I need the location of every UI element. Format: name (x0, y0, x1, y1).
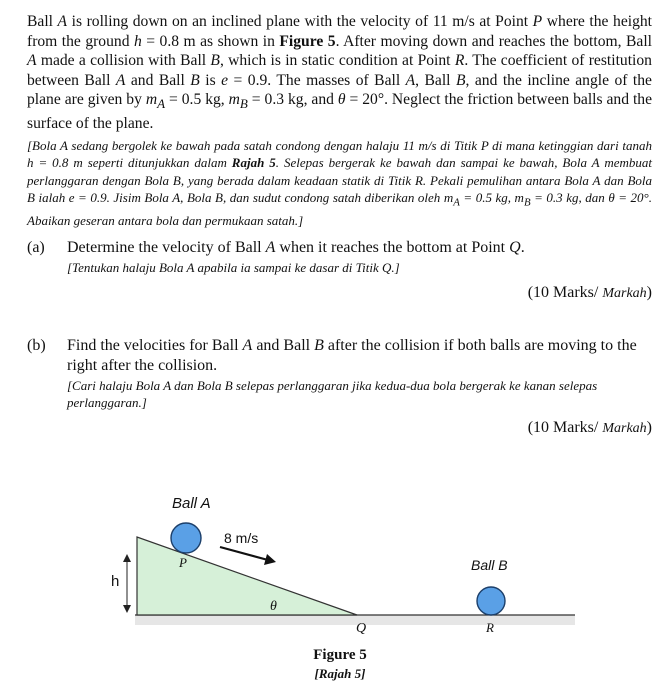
text: , and the incline angle of the plane are given by (27, 71, 652, 109)
text: and Ball (252, 337, 315, 354)
var: B (190, 71, 200, 89)
var: R (454, 52, 465, 70)
question-text (67, 336, 652, 376)
text: . (520, 239, 525, 256)
var: A (242, 337, 253, 354)
question-label: (b) (27, 337, 46, 354)
point-p-label: P (179, 555, 187, 570)
figure-ref: Figure 5 (279, 32, 336, 50)
figure-caption: Figure 5 (313, 647, 367, 663)
ball-b (477, 587, 505, 615)
question-translation: [Cari halaju Bola A dan Bola B selepas perlanggaran jika kedua-dua bola bergerak ke kanan selepas perlanggaran.] (67, 378, 598, 410)
angle-label: θ (270, 599, 277, 614)
text: and Ball (125, 71, 191, 89)
figure-5 (0, 470, 670, 700)
var: B (314, 337, 324, 354)
figure-ref: Rajah 5 (231, 155, 276, 171)
text: Find the velocities for Ball (67, 337, 243, 354)
velocity-label: 8 m/s (224, 530, 259, 546)
var-sub: B (239, 96, 248, 112)
ground (135, 615, 575, 625)
var: A (265, 239, 276, 256)
point-r-label: R (486, 620, 494, 635)
text: is (199, 71, 222, 89)
marks (27, 283, 652, 304)
text: , which is in static condition at Point (219, 52, 455, 70)
ball-a-label: Ball A (172, 495, 211, 512)
var-sub: A (453, 196, 460, 209)
var: A (27, 52, 37, 70)
text: = 20°. Neglect the friction between balls and the surface of the plane. (27, 91, 653, 133)
text: (10 Marks/ (527, 419, 603, 436)
text: . After moving down and reaches the bottom, Ball (335, 32, 653, 50)
inclined-plane (137, 537, 357, 615)
text: = 0.5 kg, m (459, 189, 524, 205)
question-a (27, 238, 652, 304)
figure-caption-malay: [Rajah 5] (314, 666, 366, 681)
text: Markah (602, 421, 647, 436)
var: A (405, 71, 416, 89)
var: m (228, 91, 240, 109)
text: = 0.3 kg, dan θ = 20°. Abaikan geseran antara bola dan permukaan satah.] (27, 189, 652, 228)
text: ) (646, 284, 652, 301)
var: Q (509, 239, 521, 256)
malay-translation (27, 137, 652, 229)
velocity-arrow-head (264, 554, 276, 565)
text: when it reaches the bottom at Point (275, 239, 510, 256)
question-translation: [Tentukan halaju Bola A apabila ia sampai ke dasar di Titik Q.] (67, 260, 400, 275)
text: where the height from the ground (27, 13, 652, 50)
var: θ (337, 91, 346, 109)
var-sub: A (157, 96, 166, 112)
velocity-arrow (220, 547, 268, 560)
text: ) (646, 419, 652, 436)
height-arrow-head-top (123, 554, 131, 562)
text: . Selepas bergerak ke bawah dan sampai ke bawah, Bola A membuat perlanggaran dengan Bola B, yang berada dalam keadaan statik di Titik R. Pekali pemulihan antara Bola A dan Bola B ialah e = 0.9. Jisim Bola A, Bola B, dan sudut condong satah diberikan oleh m (27, 155, 652, 205)
question-label: (a) (27, 239, 45, 256)
var: A (115, 71, 126, 89)
text: = 0.9. The masses of Ball (228, 71, 406, 89)
var: h (133, 32, 142, 50)
var: e (221, 71, 229, 89)
text: after the collision if both balls are moving to the right after the collision. (67, 337, 637, 374)
text: . The coefficient of restitution between Ball (27, 52, 652, 89)
text: = 0.5 kg, (165, 91, 229, 109)
text: [Bola A sedang bergolek ke bawah pada satah condong dengan halaju 11 m/s di Titik P di mana ketinggian dari tanah h = 0.8 m seperti ditunjukkan dalam (27, 138, 652, 171)
var: A (57, 13, 68, 30)
height-label: h (111, 573, 120, 590)
question-text (67, 238, 652, 258)
point-q-label: Q (356, 621, 367, 636)
marks (27, 418, 652, 439)
text: Markah (602, 286, 647, 301)
ball-b-label: Ball B (471, 557, 508, 573)
text: (10 Marks/ (527, 284, 603, 301)
var-sub: B (523, 196, 531, 209)
var: B (455, 71, 466, 89)
text: = 0.8 m as shown in (141, 32, 280, 50)
height-arrow-head-bottom (123, 605, 131, 613)
text: , Ball (415, 71, 456, 89)
ball-a (171, 523, 201, 553)
text: = 0.3 kg, and (247, 91, 338, 109)
text: made a collision with Ball (36, 52, 211, 70)
var: B (210, 52, 220, 70)
question-b (27, 336, 652, 439)
problem-statement (27, 12, 652, 134)
text: Determine the velocity of Ball (67, 239, 266, 256)
var: m (145, 91, 158, 109)
var: P (532, 13, 543, 30)
text: Ball (27, 13, 58, 30)
text: is rolling down on an inclined plane with the velocity of 11 m/s at Point (67, 13, 533, 30)
